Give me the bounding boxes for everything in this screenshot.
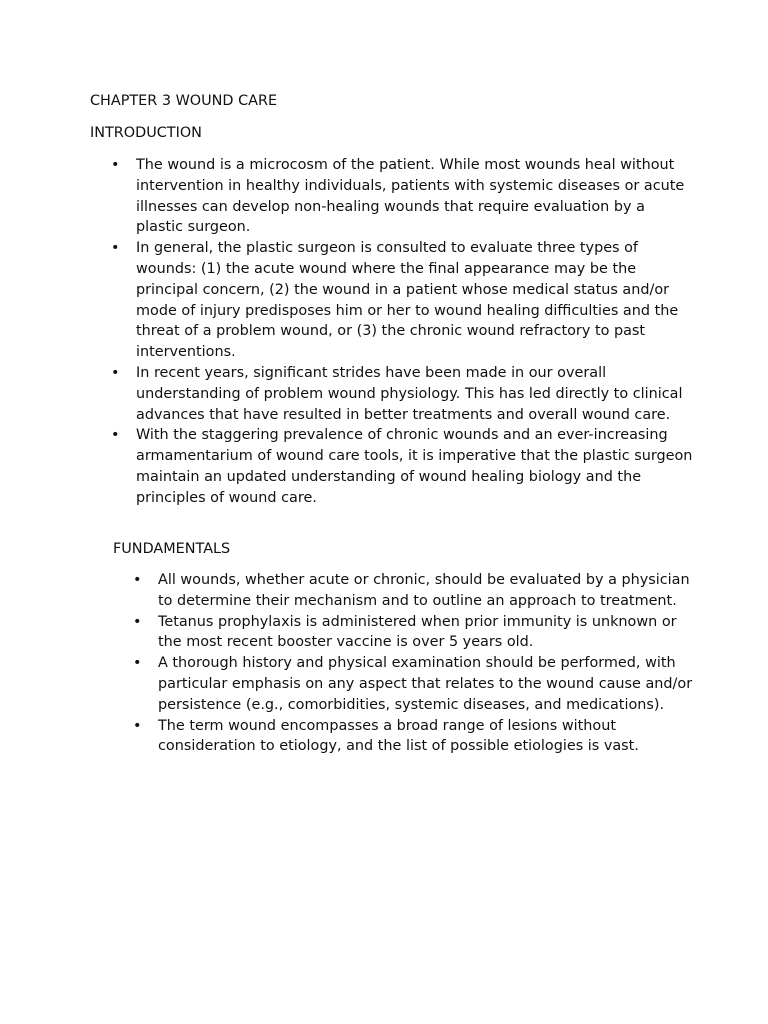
list-item — [133, 570, 698, 612]
list-item-text: Tetanus prophylaxis is administered when prior immunity is unknown or the most recent booster vaccine is over 5 years old. — [158, 613, 677, 651]
list-item — [133, 653, 698, 715]
list-item — [111, 363, 696, 425]
bullet-icon: • — [111, 427, 120, 444]
list-item — [133, 716, 698, 758]
bullet-icon: • — [111, 240, 120, 257]
list-item — [111, 155, 696, 238]
list-item-text: In recent years, significant strides have been made in our overall understanding of problem wound physiology. This has led directly to clinical advances that have resulted in better treatments and overall wound care. — [136, 364, 683, 423]
introduction-heading: INTRODUCTION — [90, 125, 202, 141]
fundamentals-list — [133, 570, 698, 757]
fundamentals-heading: FUNDAMENTALS — [113, 541, 231, 557]
list-item-text: The wound is a microcosm of the patient. While most wounds heal without intervention in healthy individuals, patients with systemic diseases or acute illnesses can develop non-healing wounds that require evaluation by a plastic surgeon. — [136, 157, 685, 236]
bullet-icon: • — [133, 572, 142, 588]
list-item-text: With the staggering prevalence of chronic wounds and an ever-increasing armamentarium of wound care tools, it is imperative that the plastic surgeon maintain an updated understanding of wound healing biology and the principles of wound care. — [136, 427, 693, 506]
bullet-icon: • — [133, 613, 142, 630]
bullet-icon: • — [133, 717, 142, 734]
list-item — [111, 238, 696, 363]
introduction-list — [111, 155, 696, 509]
bullet-icon: • — [111, 157, 120, 173]
list-item-text: In general, the plastic surgeon is consulted to evaluate three types of wounds: (1) the acute wound where the final appearance may be the principal concern, (2) the wound in a patient whose medical status and/or mode of injury predisposes him or her to wound healing difficulties and the threat of a problem wound, or (3) the chronic wound refractory to past interventions. — [136, 240, 679, 361]
list-item-text: A thorough history and physical examination should be performed, with particular emphasis on any aspect that relates to the wound cause and/or persistence (e.g., comorbidities, systemic diseases, and medications). — [158, 655, 693, 713]
chapter-title: CHAPTER 3 WOUND CARE — [90, 93, 278, 109]
list-item — [133, 612, 698, 654]
list-item-text: All wounds, whether acute or chronic, should be evaluated by a physician to determine their mechanism and to outline an approach to treatment. — [158, 572, 690, 609]
bullet-icon: • — [133, 655, 142, 672]
bullet-icon: • — [111, 364, 120, 381]
list-item — [111, 425, 696, 508]
list-item-text: The term wound encompasses a broad range of lesions without consideration to etiology, and the list of possible etiologies is vast. — [158, 717, 639, 755]
